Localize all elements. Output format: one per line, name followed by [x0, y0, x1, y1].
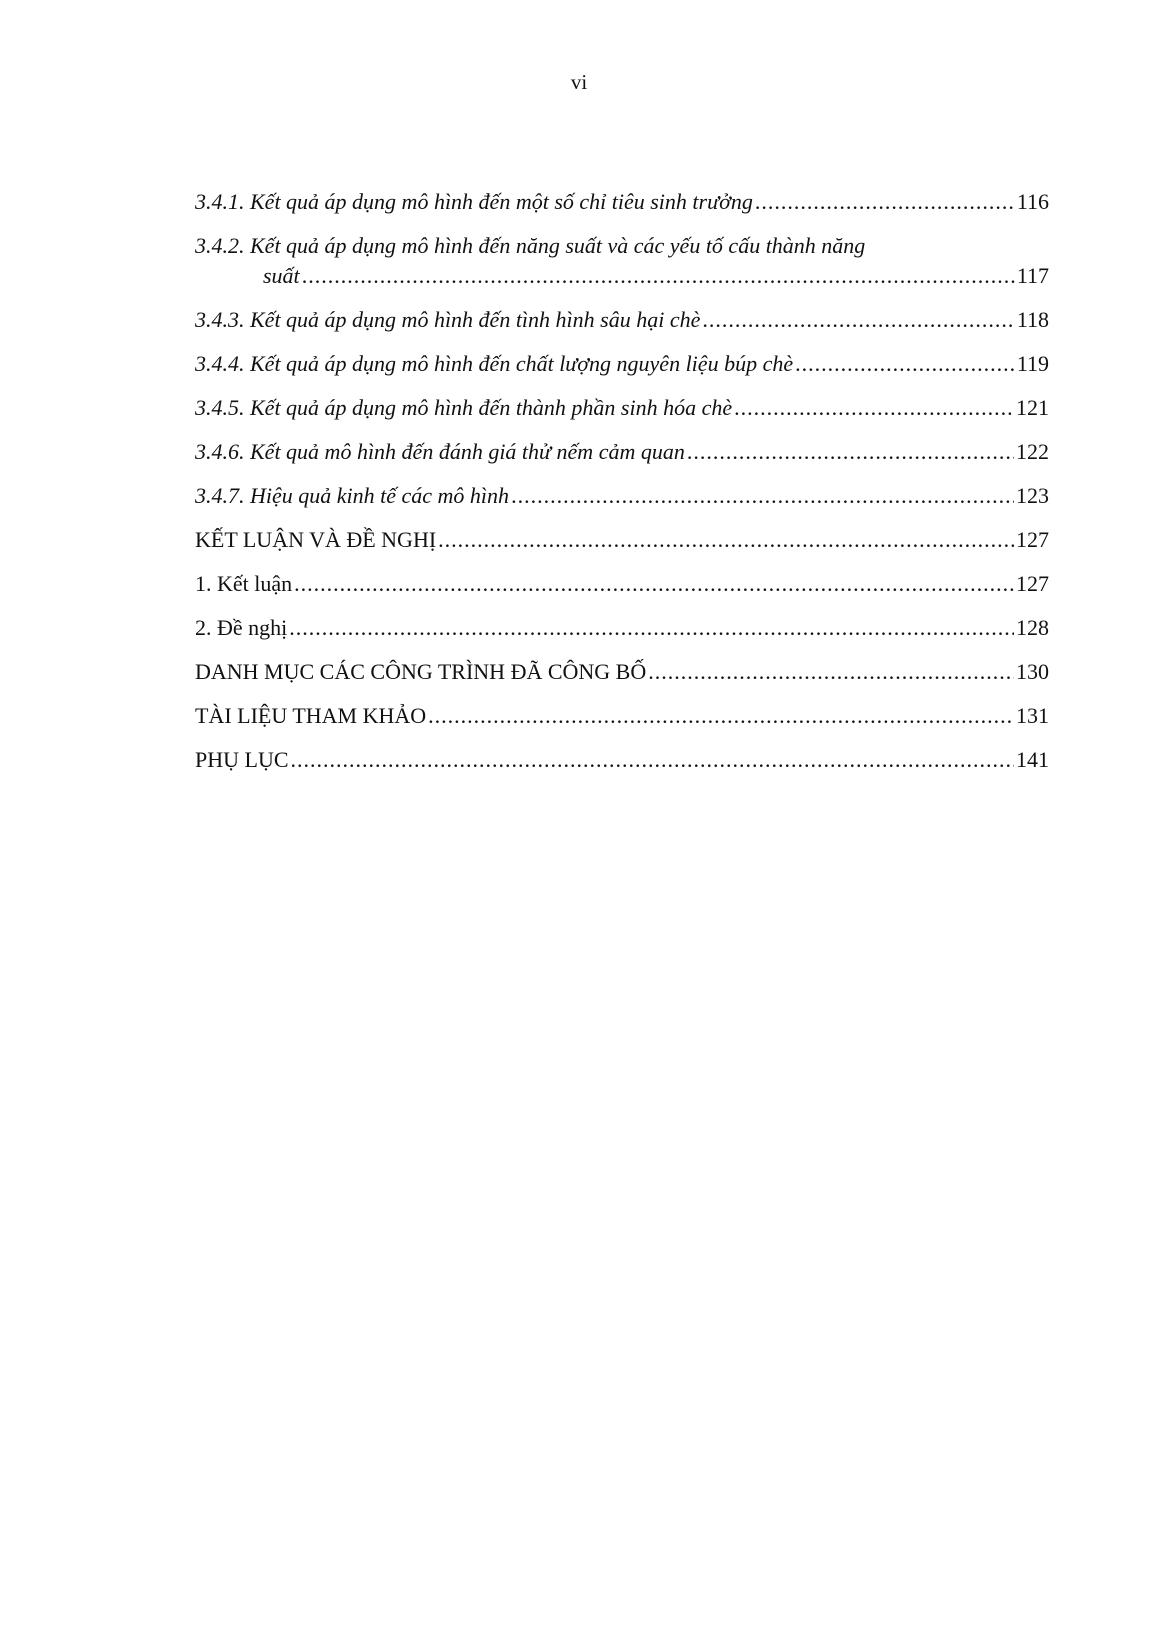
toc-entry-3-4-2[interactable]	[195, 231, 1049, 291]
toc-entry-title: PHỤ LỤC	[195, 747, 289, 772]
toc-entry-title: 3.4.7. Hiệu quả kinh tế các mô hình	[195, 483, 510, 508]
toc-entry-page: 117	[1016, 263, 1049, 288]
dot-leader	[702, 305, 1014, 335]
dot-leader	[291, 745, 1014, 775]
toc-entry-page: 127	[1016, 571, 1049, 596]
toc-entry-title: 1. Kết luận	[195, 571, 293, 596]
toc-entry-page: 123	[1016, 483, 1049, 508]
toc-entry-3-4-7[interactable]	[195, 481, 1049, 511]
toc-entry-tai-lieu-tham-khao[interactable]	[195, 701, 1049, 731]
dot-leader	[428, 701, 1014, 731]
toc-entry-title-line2: suất	[263, 263, 300, 288]
toc-entry-3-4-6[interactable]	[195, 437, 1049, 467]
toc-entry-3-4-5[interactable]	[195, 393, 1049, 423]
toc-entry-title: 3.4.1. Kết quả áp dụng mô hình đến một số chỉ tiêu sinh trưởng	[195, 189, 753, 214]
toc-entry-page: 119	[1016, 351, 1049, 376]
dot-leader	[687, 437, 1014, 467]
toc-entry-page: 122	[1016, 439, 1049, 464]
toc-entry-title: 3.4.4. Kết quả áp dụng mô hình đến chất lượng nguyên liệu búp chè	[195, 351, 794, 376]
toc-entry-title: 2. Đề nghị	[195, 615, 288, 640]
toc-entry-title: 3.4.3. Kết quả áp dụng mô hình đến tình hình sâu hại chè	[195, 307, 701, 332]
toc-entry-title: DANH MỤC CÁC CÔNG TRÌNH ĐÃ CÔNG BỐ	[195, 659, 647, 684]
toc-entry-title: 3.4.5. Kết quả áp dụng mô hình đến thành phần sinh hóa chè	[195, 395, 733, 420]
toc-entry-title: KẾT LUẬN VÀ ĐỀ NGHỊ	[195, 527, 437, 552]
toc-entry-3-4-3[interactable]	[195, 305, 1049, 335]
toc-entry-ket-luan-va-de-nghi[interactable]	[195, 525, 1049, 555]
toc-entry-title: 3.4.6. Kết quả mô hình đến đánh giá thử nếm cảm quan	[195, 439, 685, 464]
toc-entry-page: 127	[1016, 527, 1049, 552]
dot-leader	[438, 525, 1014, 555]
toc-entry-page: 131	[1016, 703, 1049, 728]
toc-entry-title-line1: 3.4.2. Kết quả áp dụng mô hình đến năng suất và các yếu tố cấu thành năng	[195, 233, 866, 258]
page-number: vi	[570, 70, 588, 94]
toc-entry-page: 130	[1016, 659, 1049, 684]
dot-leader	[511, 481, 1014, 511]
toc-entry-page: 141	[1016, 747, 1049, 772]
dot-leader	[648, 657, 1014, 687]
dot-leader	[302, 261, 1015, 291]
toc-entry-de-nghi[interactable]	[195, 613, 1049, 643]
toc-entry-3-4-1[interactable]	[195, 187, 1049, 217]
toc-entry-danh-muc-cong-trinh[interactable]	[195, 657, 1049, 687]
dot-leader	[755, 187, 1015, 217]
dot-leader	[294, 569, 1014, 599]
toc-entry-title: TÀI LIỆU THAM KHẢO	[195, 703, 427, 728]
dot-leader	[734, 393, 1014, 423]
dot-leader	[289, 613, 1014, 643]
dot-leader	[795, 349, 1015, 379]
toc-entry-page: 116	[1016, 189, 1049, 214]
toc-entry-page: 121	[1016, 395, 1049, 420]
toc-entry-ket-luan[interactable]	[195, 569, 1049, 599]
toc-entry-3-4-4[interactable]	[195, 349, 1049, 379]
table-of-contents	[195, 187, 1049, 789]
toc-entry-page: 128	[1016, 615, 1049, 640]
toc-entry-phu-luc[interactable]	[195, 745, 1049, 775]
toc-entry-page: 118	[1016, 307, 1049, 332]
